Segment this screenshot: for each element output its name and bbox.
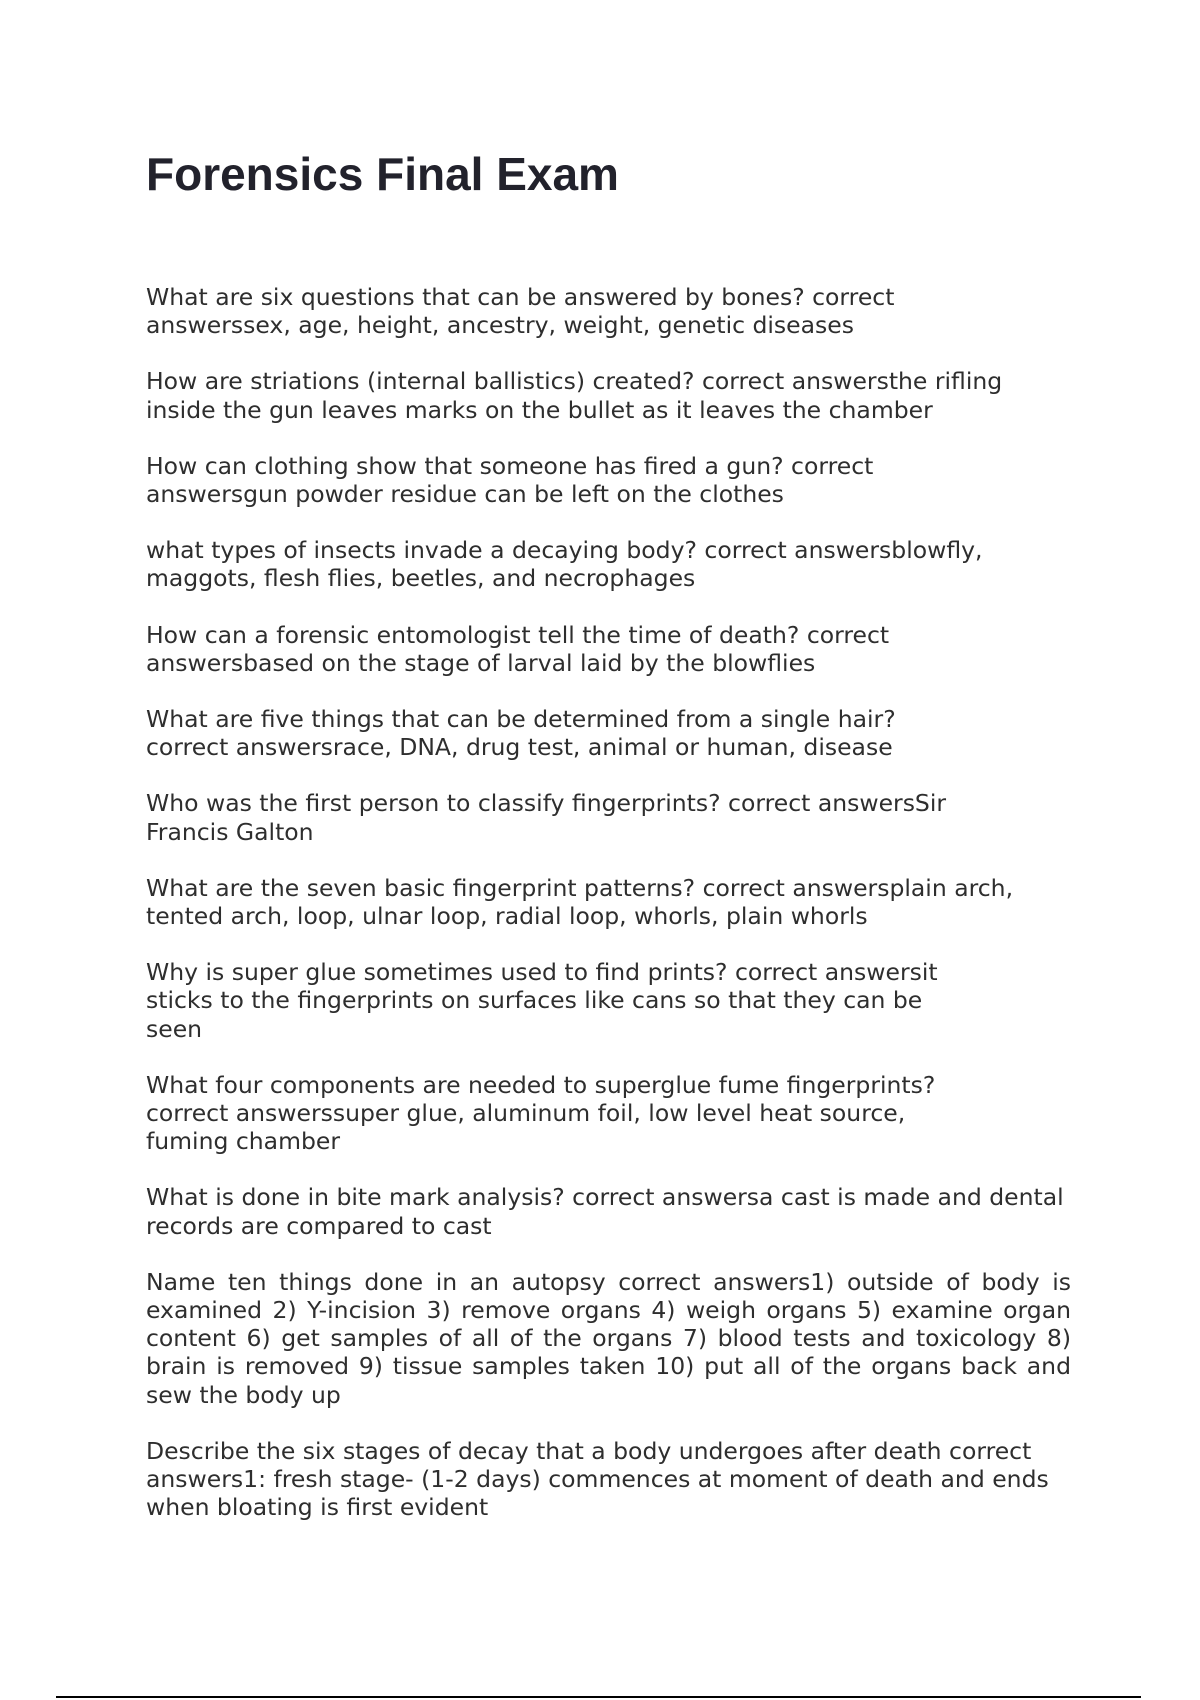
qa-item: What are the seven basic fingerprint patterns? correct answersplain arch, tented arch, loop, ulnar loop, radial loop, whorls, plain whorls (146, 873, 1014, 931)
qa-item: How can clothing show that someone has fired a gun? correct answersgun powder residue can be left on the clothes (146, 451, 874, 509)
qa-item: What four components are needed to superglue fume fingerprints? correct answerssuper glue, aluminum foil, low level heat source, fuming chamber (146, 1070, 936, 1156)
qa-item: what types of insects invade a decaying body? correct answersblowfly, maggots, flesh flies, beetles, and necrophages (146, 536, 983, 593)
qa-item: What are six questions that can be answered by bones? correct answerssex, age, height, ancestry, weight, genetic diseases (146, 283, 895, 340)
qa-item: What are five things that can be determined from a single hair? correct answersrace, DNA, drug test, animal or human, disease (146, 705, 896, 762)
qa-item: How can a forensic entomologist tell the time of death? correct answersbased on the stage of larval laid by the blowflies (146, 620, 890, 677)
qa-item: Who was the first person to classify fingerprints? correct answersSir Francis Galton (146, 789, 947, 846)
question-answer-list (146, 283, 1076, 1550)
qa-item: How are striations (internal ballistics) created? correct answersthe rifling inside the gun leaves marks on the bullet as it leaves the chamber (146, 367, 1003, 424)
page-title: Forensics Final Exam (146, 148, 619, 200)
qa-item: Describe the six stages of decay that a body undergoes after death correct answers1: fresh stage- (1-2 days) commences at moment of death and ends when bloating is first evident (146, 1436, 1049, 1522)
qa-item: Name ten things done in an autopsy correct answers1) outside of body is examined 2) Y-incision 3) remove organs 4) weigh organs 5) examine organ content 6) get samples of all of the organs 7) blood tests and toxicology 8) brain is removed 9) tissue samples taken 10) put all of the organs back and sew the body up (146, 1267, 1071, 1409)
footer-rule (56, 1696, 1141, 1698)
qa-item: Why is super glue sometimes used to find prints? correct answersit sticks to the fingerprints on surfaces like cans so that they can be seen (146, 958, 938, 1043)
qa-item: What is done in bite mark analysis? correct answersa cast is made and dental records are compared to cast (146, 1183, 1064, 1240)
